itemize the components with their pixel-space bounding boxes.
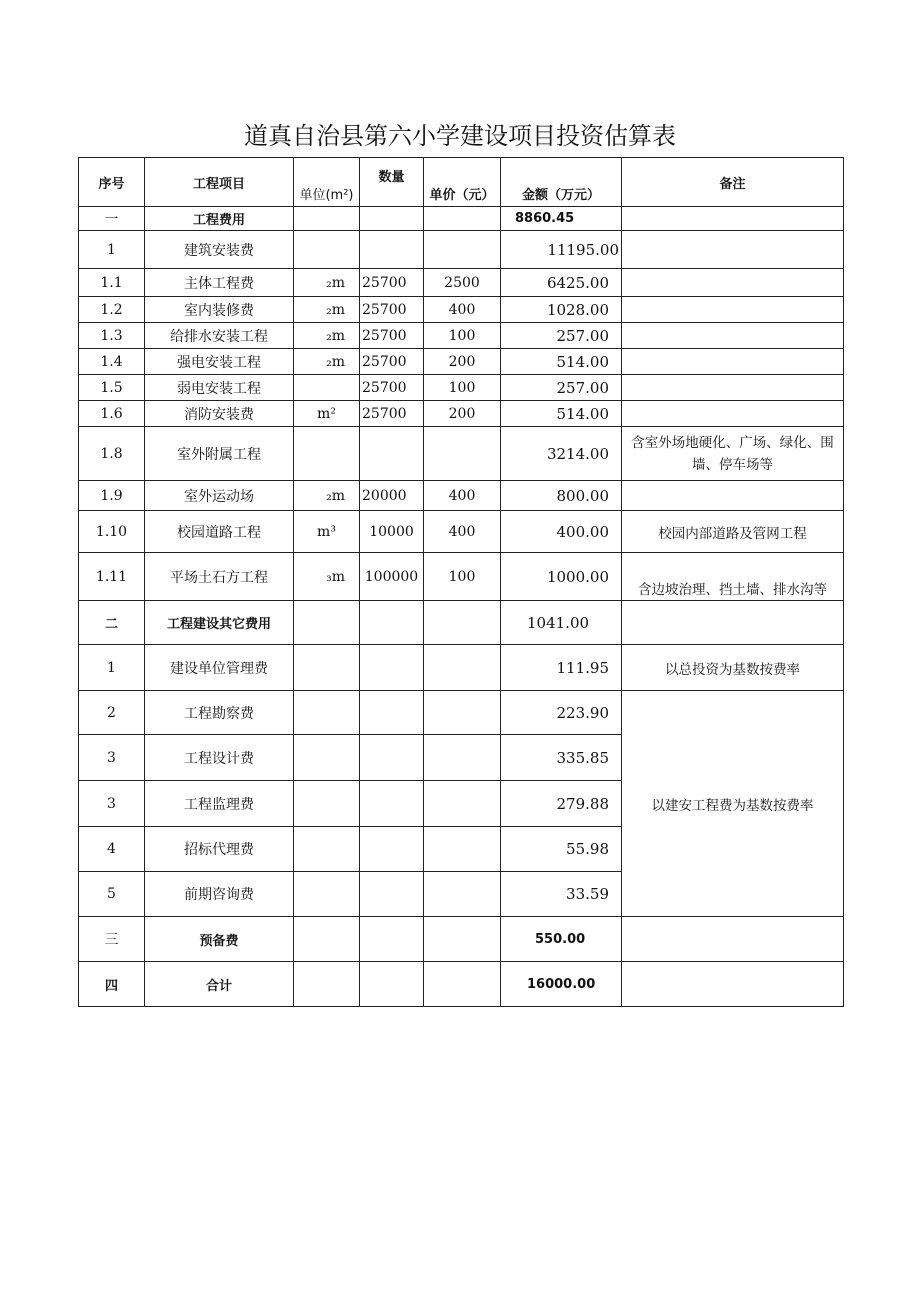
cell-seq: 1 — [79, 231, 145, 269]
cell-item: 工程建设其它费用 — [145, 601, 294, 645]
cell-amount: 11195.00 — [501, 231, 622, 269]
table-row — [79, 349, 844, 375]
cell-qty — [360, 827, 424, 872]
cell-qty — [360, 917, 424, 962]
cell-remark: 校园内部道路及管网工程 — [622, 511, 844, 553]
cell-qty: 25700 — [360, 401, 424, 427]
cell-price: 400 — [424, 481, 501, 511]
cell-amount: 8860.45 — [501, 207, 622, 231]
cell-unit — [294, 962, 360, 1007]
cell-seq: 1.2 — [79, 297, 145, 323]
table-header-row — [79, 158, 844, 207]
cell-remark — [622, 917, 844, 962]
cell-remark — [622, 323, 844, 349]
table-row — [79, 297, 844, 323]
cell-remark: 含边坡治理、挡土墙、排水沟等 — [622, 553, 844, 601]
cell-qty: 25700 — [360, 375, 424, 401]
cell-amount: 514.00 — [501, 401, 622, 427]
table-row — [79, 691, 844, 735]
cell-amount: 1028.00 — [501, 297, 622, 323]
cell-item: 校园道路工程 — [145, 511, 294, 553]
cell-seq: 1.10 — [79, 511, 145, 553]
budget-table — [78, 157, 844, 1007]
cell-item: 室外附属工程 — [145, 427, 294, 481]
cell-item: 平场土石方工程 — [145, 553, 294, 601]
cell-seq: 4 — [79, 827, 145, 872]
page-title: 道真自治县第六小学建设项目投资估算表 — [244, 122, 676, 150]
cell-item: 预备费 — [145, 917, 294, 962]
cell-seq: 四 — [79, 962, 145, 1007]
table-row — [79, 553, 844, 601]
cell-remark-merged: 以建安工程费为基数按费率 — [622, 691, 844, 917]
cell-qty — [360, 962, 424, 1007]
cell-price: 200 — [424, 401, 501, 427]
table-row — [79, 427, 844, 481]
cell-unit — [294, 827, 360, 872]
table-row — [79, 323, 844, 349]
cell-price: 400 — [424, 297, 501, 323]
cell-price — [424, 645, 501, 691]
cell-qty: 25700 — [360, 349, 424, 375]
cell-unit — [294, 872, 360, 917]
cell-price — [424, 781, 501, 827]
cell-price: 2500 — [424, 269, 501, 297]
cell-unit — [294, 427, 360, 481]
cell-amount: 6425.00 — [501, 269, 622, 297]
cell-item: 建筑安装费 — [145, 231, 294, 269]
cell-item: 主体工程费 — [145, 269, 294, 297]
cell-remark — [622, 481, 844, 511]
cell-price — [424, 872, 501, 917]
cell-remark — [622, 601, 844, 645]
header-price: 单价（元） — [424, 158, 501, 207]
cell-seq: 一 — [79, 207, 145, 231]
cell-amount: 257.00 — [501, 375, 622, 401]
cell-amount: 1000.00 — [501, 553, 622, 601]
cell-item: 工程设计费 — [145, 735, 294, 781]
cell-amount: 400.00 — [501, 511, 622, 553]
cell-seq: 5 — [79, 872, 145, 917]
cell-price — [424, 827, 501, 872]
cell-remark: 含室外场地硬化、广场、绿化、围墙、停车场等 — [622, 427, 844, 481]
cell-price — [424, 735, 501, 781]
cell-amount: 257.00 — [501, 323, 622, 349]
cell-qty — [360, 645, 424, 691]
header-item: 工程项目 — [145, 158, 294, 207]
cell-seq: 1.4 — [79, 349, 145, 375]
cell-item: 招标代理费 — [145, 827, 294, 872]
table-row — [79, 231, 844, 269]
cell-remark — [622, 231, 844, 269]
cell-unit — [294, 207, 360, 231]
cell-amount: 111.95 — [501, 645, 622, 691]
cell-unit — [294, 691, 360, 735]
cell-unit — [294, 645, 360, 691]
cell-qty — [360, 427, 424, 481]
cell-remark — [622, 207, 844, 231]
cell-price: 100 — [424, 375, 501, 401]
cell-unit: ₂m — [294, 323, 360, 349]
cell-amount: 800.00 — [501, 481, 622, 511]
cell-seq: 1.11 — [79, 553, 145, 601]
cell-qty: 10000 — [360, 511, 424, 553]
cell-seq: 1 — [79, 645, 145, 691]
cell-qty: 25700 — [360, 323, 424, 349]
cell-item: 工程勘察费 — [145, 691, 294, 735]
table-row — [79, 481, 844, 511]
cell-unit — [294, 231, 360, 269]
cell-amount: 1041.00 — [501, 601, 622, 645]
table-row — [79, 269, 844, 297]
cell-item: 弱电安装工程 — [145, 375, 294, 401]
cell-unit — [294, 601, 360, 645]
cell-price — [424, 601, 501, 645]
cell-seq: 1.1 — [79, 269, 145, 297]
cell-item: 给排水安装工程 — [145, 323, 294, 349]
table-row — [79, 511, 844, 553]
table-row — [79, 601, 844, 645]
cell-unit: ₂m — [294, 349, 360, 375]
cell-unit — [294, 375, 360, 401]
cell-seq: 1.5 — [79, 375, 145, 401]
cell-unit: ₃m — [294, 553, 360, 601]
cell-price — [424, 231, 501, 269]
cell-amount: 3214.00 — [501, 427, 622, 481]
cell-item: 消防安装费 — [145, 401, 294, 427]
cell-seq: 2 — [79, 691, 145, 735]
cell-qty — [360, 781, 424, 827]
cell-qty: 25700 — [360, 297, 424, 323]
cell-item: 工程费用 — [145, 207, 294, 231]
cell-item: 建设单位管理费 — [145, 645, 294, 691]
cell-seq: 三 — [79, 917, 145, 962]
cell-amount: 16000.00 — [501, 962, 622, 1007]
cell-price — [424, 962, 501, 1007]
cell-amount: 33.59 — [501, 872, 622, 917]
cell-amount: 514.00 — [501, 349, 622, 375]
cell-unit — [294, 781, 360, 827]
cell-unit: ₂m — [294, 481, 360, 511]
cell-seq: 3 — [79, 781, 145, 827]
cell-remark — [622, 962, 844, 1007]
cell-seq: 1.8 — [79, 427, 145, 481]
cell-unit: ₂m — [294, 269, 360, 297]
cell-remark — [622, 269, 844, 297]
table-row — [79, 645, 844, 691]
cell-seq: 1.9 — [79, 481, 145, 511]
cell-remark — [622, 375, 844, 401]
cell-price — [424, 427, 501, 481]
cell-unit: m³ — [294, 511, 360, 553]
header-qty: 数量 — [360, 158, 424, 207]
cell-item: 室外运动场 — [145, 481, 294, 511]
cell-qty — [360, 207, 424, 231]
cell-amount: 335.85 — [501, 735, 622, 781]
header-remark: 备注 — [622, 158, 844, 207]
cell-unit: ₂m — [294, 297, 360, 323]
cell-qty — [360, 231, 424, 269]
cell-qty: 100000 — [360, 553, 424, 601]
cell-item: 室内装修费 — [145, 297, 294, 323]
cell-price: 100 — [424, 553, 501, 601]
cell-price: 400 — [424, 511, 501, 553]
cell-price: 200 — [424, 349, 501, 375]
cell-amount: 279.88 — [501, 781, 622, 827]
cell-qty: 25700 — [360, 269, 424, 297]
cell-item: 强电安装工程 — [145, 349, 294, 375]
cell-qty — [360, 735, 424, 781]
cell-seq: 3 — [79, 735, 145, 781]
cell-price — [424, 917, 501, 962]
cell-unit — [294, 735, 360, 781]
cell-seq: 二 — [79, 601, 145, 645]
cell-qty — [360, 601, 424, 645]
cell-amount: 550.00 — [501, 917, 622, 962]
cell-price — [424, 207, 501, 231]
cell-amount: 223.90 — [501, 691, 622, 735]
cell-remark — [622, 401, 844, 427]
cell-seq: 1.3 — [79, 323, 145, 349]
table-row — [79, 375, 844, 401]
header-unit: 单位(m²) — [294, 158, 360, 207]
cell-price: 100 — [424, 323, 501, 349]
cell-amount: 55.98 — [501, 827, 622, 872]
cell-item: 前期咨询费 — [145, 872, 294, 917]
cell-unit: m² — [294, 401, 360, 427]
cell-remark: 以总投资为基数按费率 — [622, 645, 844, 691]
header-amount: 金额（万元） — [501, 158, 622, 207]
table-row — [79, 401, 844, 427]
cell-item: 工程监理费 — [145, 781, 294, 827]
cell-price — [424, 691, 501, 735]
header-seq: 序号 — [79, 158, 145, 207]
table-row — [79, 917, 844, 962]
cell-item: 合计 — [145, 962, 294, 1007]
cell-remark — [622, 297, 844, 323]
cell-qty: 20000 — [360, 481, 424, 511]
cell-remark — [622, 349, 844, 375]
cell-seq: 1.6 — [79, 401, 145, 427]
cell-qty — [360, 691, 424, 735]
cell-qty — [360, 872, 424, 917]
table-row — [79, 207, 844, 231]
cell-unit — [294, 917, 360, 962]
table-row — [79, 962, 844, 1007]
